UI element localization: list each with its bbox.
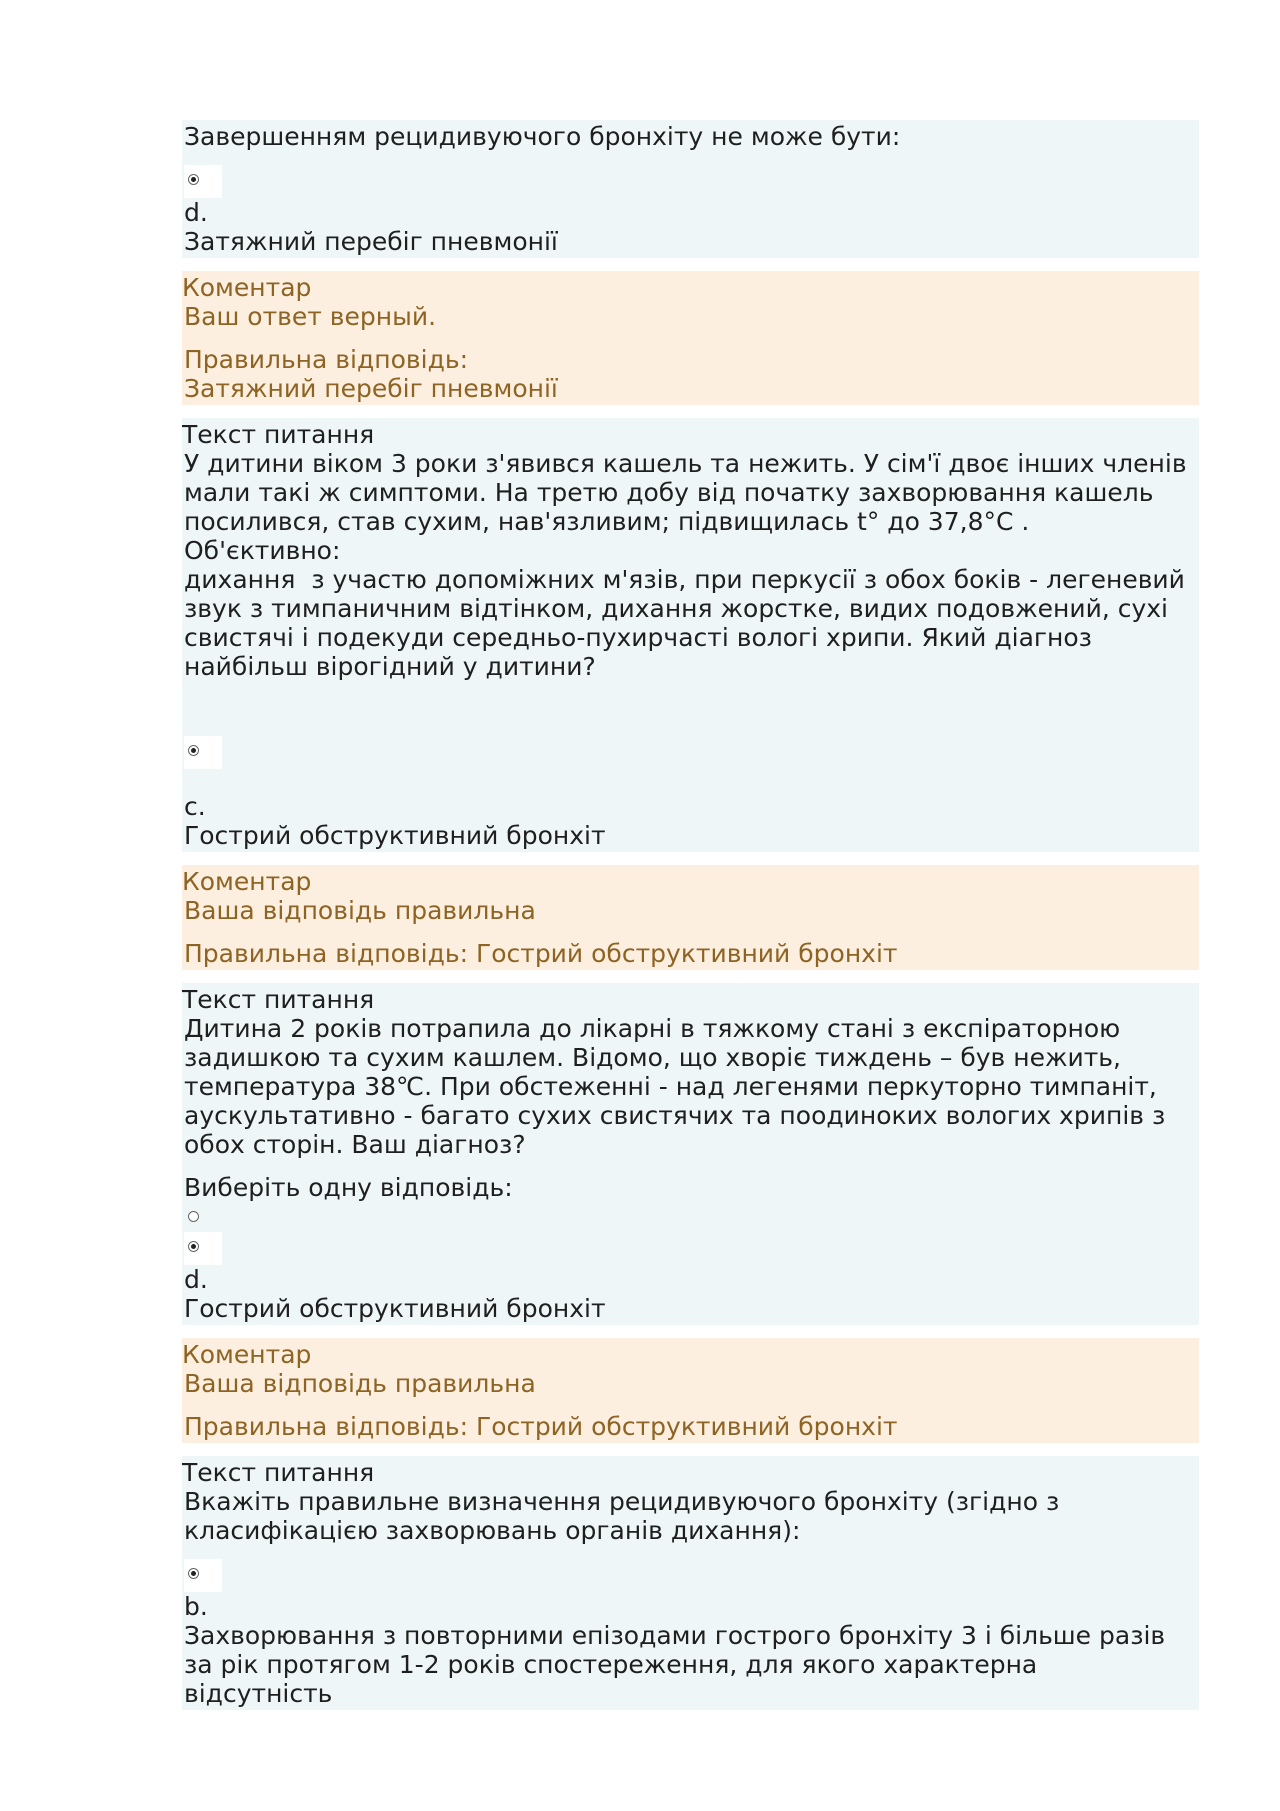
answer-radio-selected[interactable]	[184, 736, 222, 769]
question-line: задишкою та сухим кашлем. Відомо, що хворіє тиждень – був нежить,	[184, 1043, 1121, 1072]
question-header: Текст питання	[182, 420, 375, 449]
answer-text: Затяжний перебіг пневмонії	[184, 227, 558, 256]
question-line: аускультативно - багато сухих свистячих та поодиноких вологих хрипів з	[184, 1101, 1166, 1130]
question-block-4	[182, 1456, 1199, 1710]
answer-line: Захворювання з повторними епізодами гострого бронхіту 3 і більше разів	[184, 1621, 1166, 1650]
question-text: Завершенням рецидивуючого бронхіту не може бути:	[184, 122, 901, 151]
question-text	[182, 449, 1191, 681]
question-line: дихання з участю допоміжних м'язів, при перкусії з обох боків - легеневий	[184, 565, 1185, 594]
answer-letter: d.	[184, 198, 208, 227]
question-line: звук з тимпаничним відтінком, дихання жорстке, видих подовжений, сухі	[184, 594, 1168, 623]
question-line: посилився, став сухим, нав'язливим; підвищилась t° до 37,8°С . Об'єктивно:	[184, 507, 1038, 565]
answer-text	[182, 1621, 1191, 1708]
answer-radio-selected[interactable]	[184, 165, 222, 198]
question-header: Текст питання	[182, 1458, 375, 1487]
question-line: обох сторін. Ваш діагноз?	[184, 1130, 526, 1159]
correct-answer-text: Затяжний перебіг пневмонії	[184, 374, 558, 403]
question-line: свистячі і подекуди середньо-пухирчасті вологі хрипи. Який діагноз	[184, 623, 1092, 652]
radio-unchecked-icon	[188, 1211, 199, 1222]
question-text	[182, 1014, 1191, 1159]
question-line: мали такі ж симптоми. На третю добу від початку захворювання кашель	[184, 478, 1154, 507]
answer-text: Гострий обструктивний бронхіт	[184, 821, 606, 850]
correct-answer-text: Правильна відповідь: Гострий обструктивний бронхіт	[184, 1412, 898, 1441]
quiz-review-page	[182, 120, 1199, 1723]
answer-line: за рік протягом 1-2 років спостереження, для якого характерна відсутність	[184, 1650, 1046, 1708]
feedback-block-1	[182, 271, 1199, 405]
feedback-comment: Ваша відповідь правильна	[184, 896, 536, 925]
question-line: У дитини віком 3 роки з'явився кашель та нежить. У сім'ї двоє інших членів	[184, 449, 1187, 478]
question-line: найбільш вірогідний у дитини?	[184, 652, 596, 681]
answer-letter: c.	[184, 792, 206, 821]
answer-letter: b.	[184, 1592, 208, 1621]
question-text	[182, 1487, 1191, 1545]
feedback-block-2	[182, 865, 1199, 970]
correct-answer-label: Правильна відповідь:	[184, 345, 469, 374]
question-block-2	[182, 418, 1199, 852]
question-block-1	[182, 120, 1199, 258]
question-line: температура 38℃. При обстеженні - над легенями перкуторно тимпаніт,	[184, 1072, 1157, 1101]
question-header: Текст питання	[182, 985, 375, 1014]
radio-checked-icon	[188, 1568, 199, 1579]
radio-checked-icon	[188, 745, 199, 756]
answer-letter: d.	[184, 1265, 208, 1294]
feedback-title: Коментар	[182, 273, 312, 302]
radio-checked-icon	[188, 1241, 199, 1252]
answer-text: Гострий обструктивний бронхіт	[184, 1294, 606, 1323]
answer-radio-selected[interactable]	[184, 1559, 222, 1592]
feedback-title: Коментар	[182, 1340, 312, 1369]
answer-prompt: Виберіть одну відповідь:	[184, 1173, 513, 1202]
question-line: Дитина 2 років потрапила до лікарні в тяжкому стані з експіраторною	[184, 1014, 1121, 1043]
question-line: класифікацією захворювань органів дихання):	[184, 1516, 801, 1545]
question-block-3	[182, 983, 1199, 1325]
answer-radio-selected[interactable]	[184, 1232, 222, 1265]
feedback-comment: Ваш ответ верный.	[184, 302, 437, 331]
radio-checked-icon	[188, 174, 199, 185]
question-line: Вкажіть правильне визначення рецидивуючого бронхіту (згідно з	[184, 1487, 1060, 1516]
feedback-comment: Ваша відповідь правильна	[184, 1369, 536, 1398]
correct-answer-text: Правильна відповідь: Гострий обструктивний бронхіт	[184, 939, 898, 968]
answer-radio-unselected[interactable]	[184, 1202, 222, 1232]
feedback-block-3	[182, 1338, 1199, 1443]
feedback-title: Коментар	[182, 867, 312, 896]
